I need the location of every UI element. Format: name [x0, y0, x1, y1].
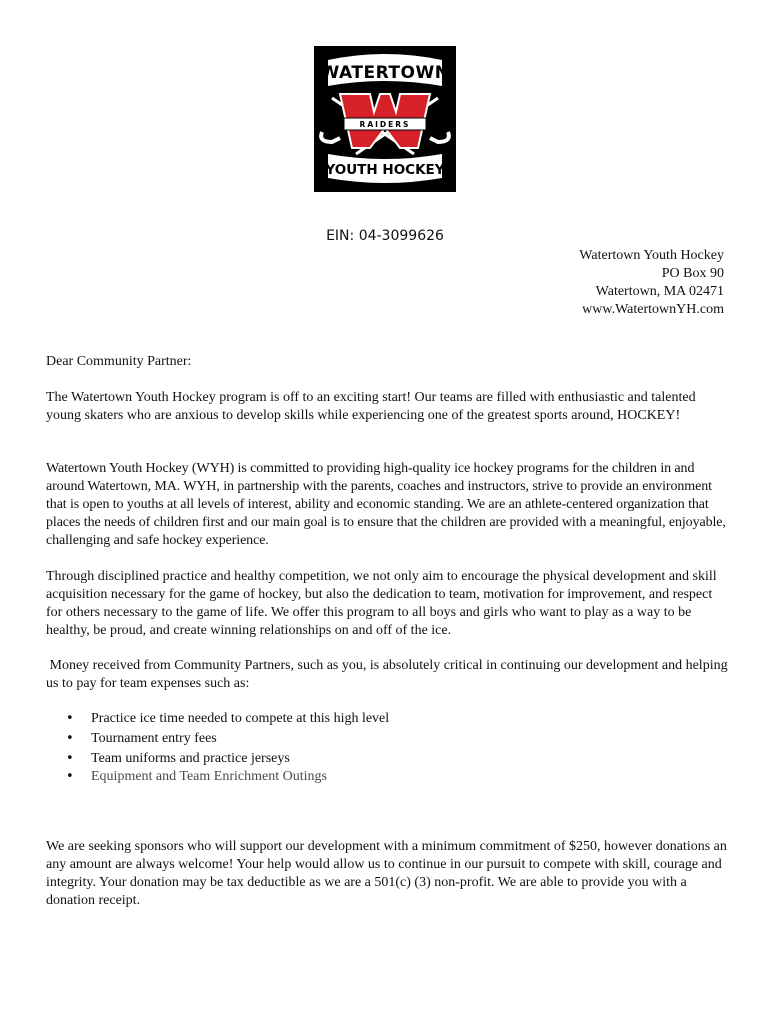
- paragraph-mission: Watertown Youth Hockey (WYH) is committed to providing high-quality ice hockey programs for the children in and around Watertown, MA. WYH, in partnership with the parents, coaches and instructors, strive to provide an environment that is open to youths at all levels of interest, ability and economic standing. We are an athlete-centered organization that places the needs of children first and our main goal is to ensure that the children are provided with a meaningful, enjoyable, challenging and safe hockey experience.: [46, 461, 726, 548]
- paragraph-development: Through disciplined practice and healthy competition, we not only aim to encourage the physical development and skill acquisition necessary for the game of hockey, but also the dedication to team, motivation for improvement, and respect for others necessary to the game of life. We offer this program to all boys and girls who want to play as a way to be healthy, be proud, and create winning relationships on and off of the ice.: [46, 569, 717, 638]
- list-item: • Practice ice time needed to compete at this high level: [66, 711, 390, 726]
- return-address: [579, 247, 724, 319]
- address-po-box: PO Box 90: [661, 266, 724, 281]
- paragraph-sponsorship: We are seeking sponsors who will support our development with a minimum commitment of $250, however donations an any amount are always welcome! Your help would allow us to continue in our pursuit to compete with skill, courage and integrity. Your donation may be tax deductible as we are a 501(c) (3) non-profit. We are able to provide you with a donation receipt.: [46, 839, 727, 908]
- list-item: • Equipment and Team Enrichment Outings: [66, 769, 327, 784]
- address-website: www.WatertownYH.com: [582, 302, 724, 317]
- paragraph-intro: The Watertown Youth Hockey program is off to an exciting start! Our teams are filled with enthusiastic and talented young skaters who are anxious to develop skills while experiencing one of the greatest sports around, HOCKEY!: [46, 390, 696, 423]
- salutation: Dear Community Partner:: [46, 354, 192, 369]
- logo-banner-text: RAIDERS: [359, 120, 411, 129]
- ein-number: EIN: 04-3099626: [326, 228, 444, 244]
- list-item: • Tournament entry fees: [66, 731, 217, 746]
- logo-bottom-text: YOUTH HOCKEY: [325, 162, 445, 178]
- watertown-raiders-logo: [314, 46, 456, 192]
- address-org: Watertown Youth Hockey: [579, 248, 724, 263]
- list-item: • Team uniforms and practice jerseys: [66, 751, 290, 766]
- paragraph-funding: Money received from Community Partners, such as you, is absolutely critical in continuing our development and helping us to pay for team expenses such as:: [46, 658, 732, 691]
- expense-list: [46, 709, 389, 787]
- logo-top-text: WATERTOWN: [320, 63, 450, 83]
- address-city: Watertown, MA 02471: [595, 284, 724, 299]
